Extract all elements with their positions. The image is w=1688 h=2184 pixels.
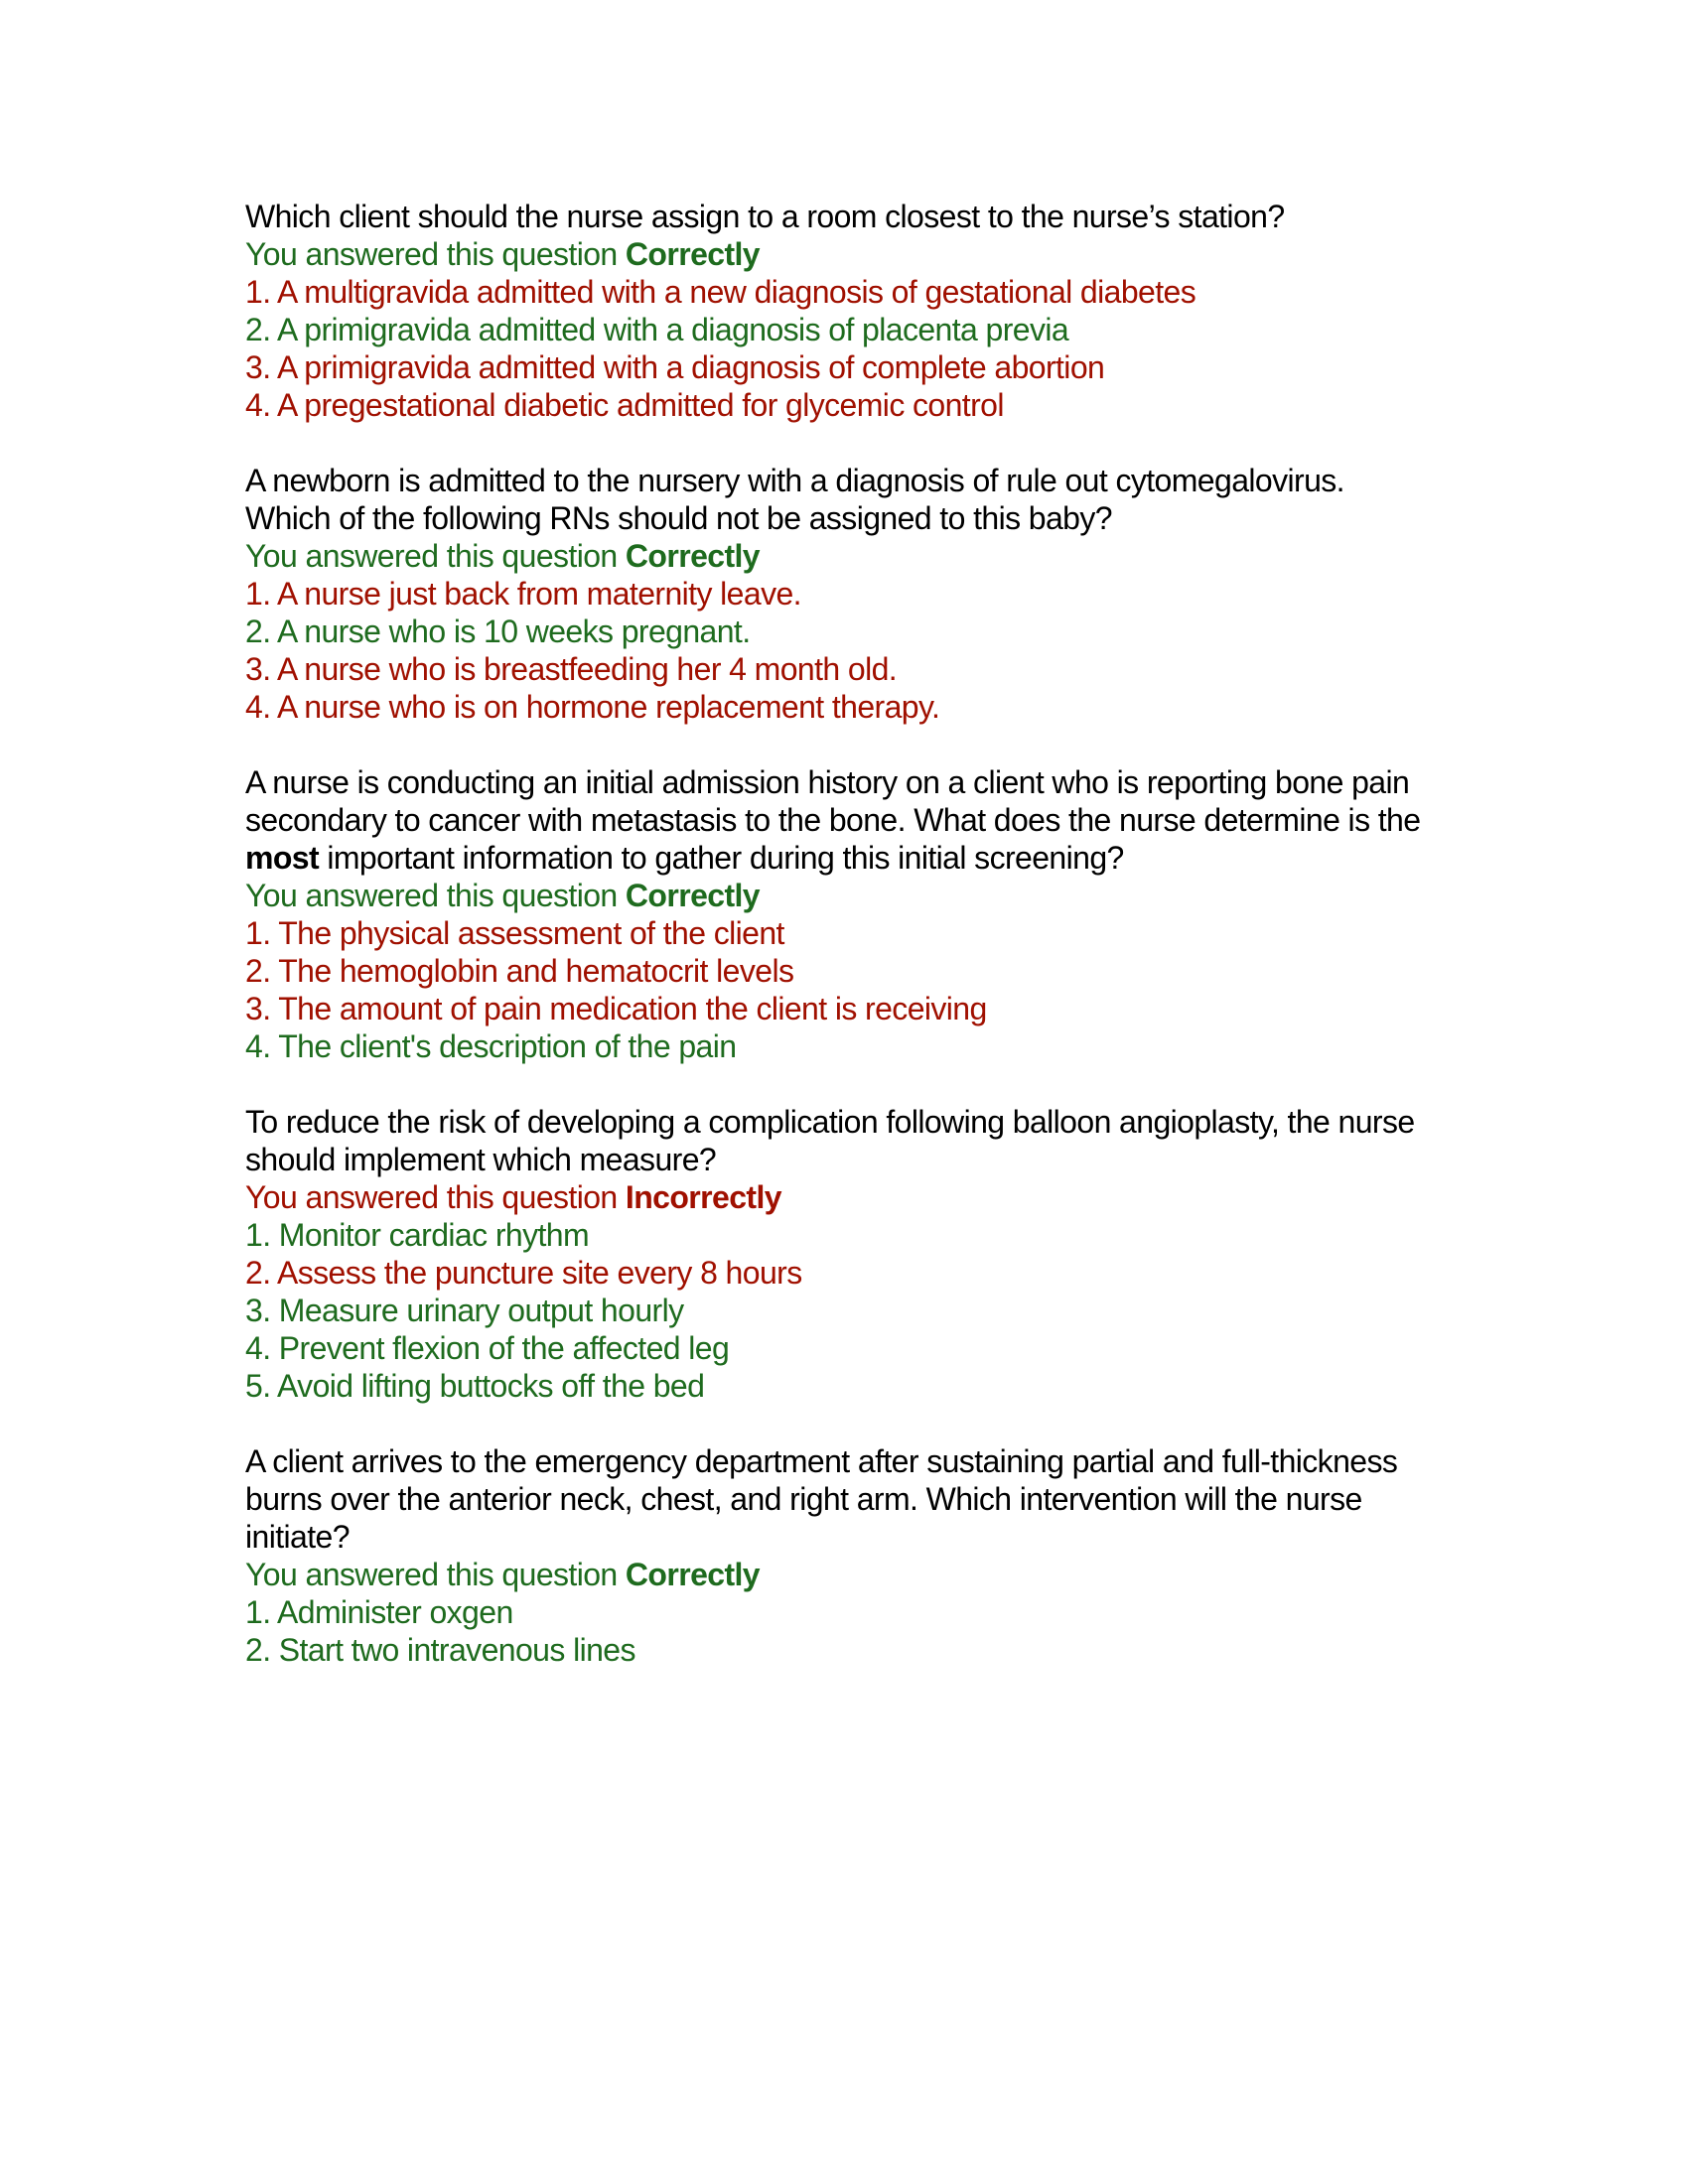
answer-option: 4. The client's description of the pain (245, 1028, 737, 1064)
answer-option: 2. Start two intravenous lines (245, 1632, 635, 1668)
result-prefix: You answered this question (245, 538, 618, 574)
result-line (245, 235, 1447, 273)
question-text: A newborn is admitted to the nursery with a diagnosis of rule out cytomegalovirus. Which of the following RNs should not be assigned to this baby? (245, 463, 1344, 536)
result-status: Correctly (625, 1557, 761, 1592)
answer-option: 1. Monitor cardiac rhythm (245, 1217, 590, 1253)
result-prefix: You answered this question (245, 1179, 618, 1215)
result-line (245, 1556, 1447, 1593)
result-status: Incorrectly (625, 1179, 781, 1215)
question-text: A client arrives to the emergency department after sustaining partial and full-thickness burns over the anterior neck, chest, and right arm. Which intervention will the nurse initiate? (245, 1443, 1398, 1555)
result-status: Correctly (625, 538, 761, 574)
result-prefix: You answered this question (245, 1557, 618, 1592)
answer-option: 2. Assess the puncture site every 8 hours (245, 1255, 802, 1291)
answer-result-block (245, 1556, 1447, 1669)
answer-option: 2. The hemoglobin and hematocrit levels (245, 953, 794, 989)
result-line (245, 1178, 1447, 1216)
answer-option: 1. The physical assessment of the client (245, 915, 784, 951)
question-text (245, 763, 1447, 877)
answer-option: 4. A nurse who is on hormone replacement therapy. (245, 689, 940, 725)
answer-option: 1. Administer oxgen (245, 1594, 513, 1630)
answer-option: 3. A primigravida admitted with a diagnosis of complete abortion (245, 349, 1105, 385)
result-prefix: You answered this question (245, 878, 618, 913)
answer-option: 2. A nurse who is 10 weeks pregnant. (245, 614, 751, 649)
answer-option: 5. Avoid lifting buttocks off the bed (245, 1368, 705, 1404)
answer-option: 1. A nurse just back from maternity leave. (245, 576, 801, 612)
answer-result-block (245, 537, 1447, 726)
answer-result-block (245, 1178, 1447, 1405)
result-status: Correctly (625, 236, 761, 272)
answer-result-block (245, 877, 1447, 1065)
answer-option: 3. The amount of pain medication the client is receiving (245, 991, 987, 1026)
answer-option: 4. Prevent flexion of the affected leg (245, 1330, 730, 1366)
result-prefix: You answered this question (245, 236, 618, 272)
result-line (245, 537, 1447, 575)
answer-option: 3. Measure urinary output hourly (245, 1293, 684, 1328)
answer-option: 4. A pregestational diabetic admitted for glycemic control (245, 387, 1004, 423)
answer-option: 2. A primigravida admitted with a diagnosis of placenta previa (245, 312, 1069, 347)
answer-option: 3. A nurse who is breastfeeding her 4 month old. (245, 651, 898, 687)
question-text: Which client should the nurse assign to a room closest to the nurse’s station? (245, 199, 1285, 234)
question-text: To reduce the risk of developing a complication following balloon angioplasty, the nurse should implement which measure? (245, 1104, 1415, 1177)
question-text-part: A nurse is conducting an initial admission history on a client who is reporting bone pain secondary to cancer with metastasis to the bone. What does the nurse determine is the (245, 764, 1421, 838)
answer-option: 1. A multigravida admitted with a new diagnosis of gestational diabetes (245, 274, 1196, 310)
question-emphasis: most (245, 840, 320, 876)
answer-result-block (245, 235, 1447, 424)
quiz-review-document (245, 198, 1447, 1706)
result-line (245, 877, 1447, 914)
question-text-part: important information to gather during this initial screening? (319, 840, 1124, 876)
result-status: Correctly (625, 878, 761, 913)
